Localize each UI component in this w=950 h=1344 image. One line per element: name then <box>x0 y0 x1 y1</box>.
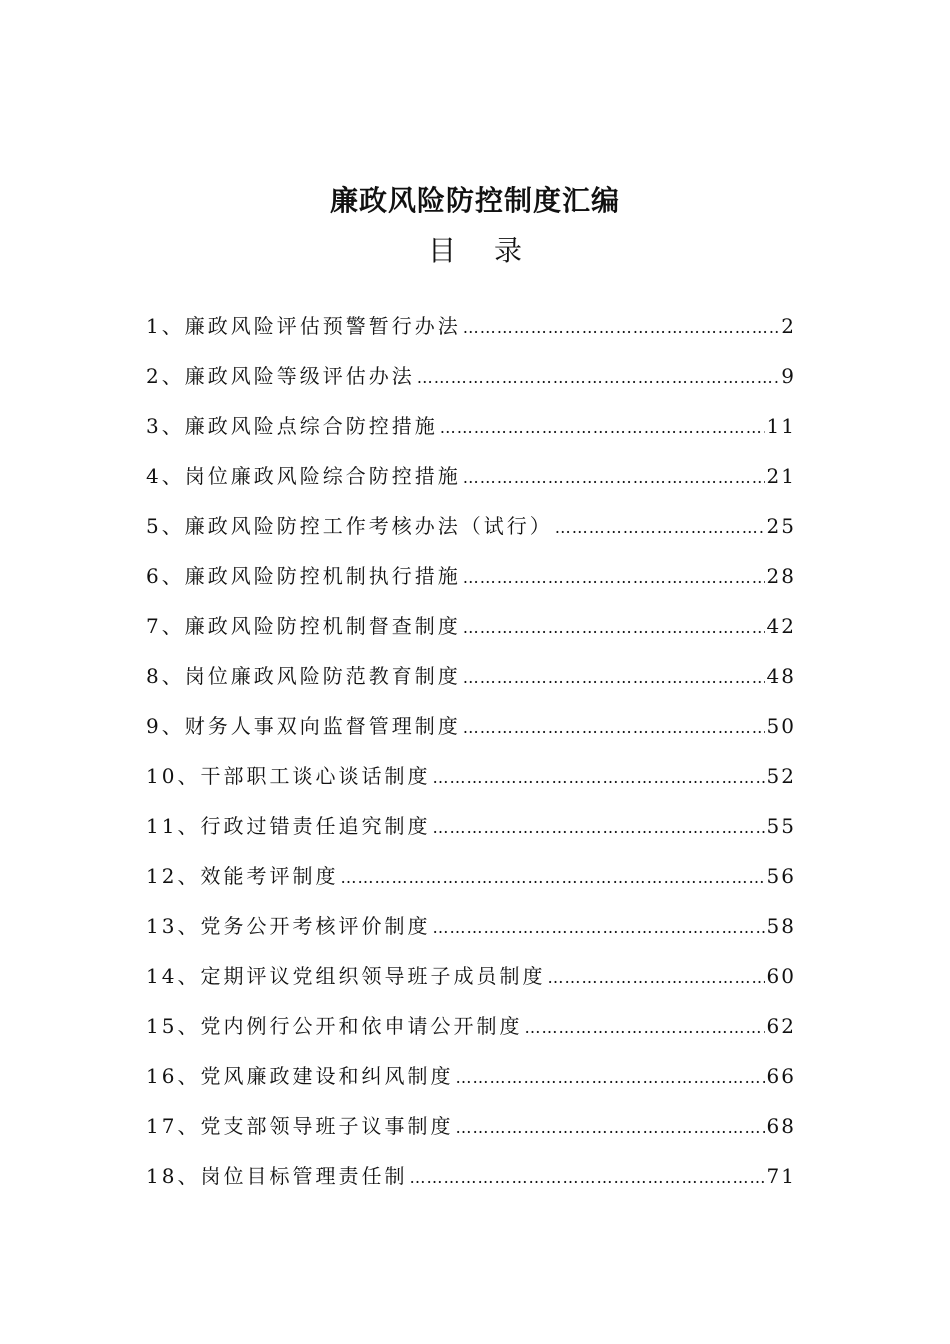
toc-leader-dots <box>463 308 780 348</box>
toc-leader-dots <box>455 1108 764 1148</box>
toc-entry-8[interactable] <box>146 656 796 706</box>
toc-entry-page: 56 <box>766 864 796 888</box>
toc-leader-dots <box>547 958 764 998</box>
toc-entry-label: 9、财务人事双向监督管理制度 <box>146 714 461 738</box>
toc-leader-dots <box>463 608 765 648</box>
toc-leader-dots <box>440 408 765 448</box>
toc-entry-label: 15、党内例行公开和依申请公开制度 <box>146 1014 523 1038</box>
toc-entry-page: 9 <box>781 364 796 388</box>
toc-leader-dots <box>340 858 764 898</box>
toc-entry-page: 66 <box>766 1064 796 1088</box>
toc-entry-2[interactable] <box>146 356 796 406</box>
toc-leader-dots <box>409 1158 764 1198</box>
toc-leader-dots <box>463 708 765 748</box>
toc-entry-page: 50 <box>766 714 796 738</box>
toc-entry-page: 60 <box>766 964 796 988</box>
toc-leader-dots <box>463 658 765 698</box>
toc-entry-15[interactable] <box>146 1006 796 1056</box>
toc-entry-label: 12、效能考评制度 <box>146 864 339 888</box>
toc-entry-16[interactable] <box>146 1056 796 1106</box>
toc-entry-9[interactable] <box>146 706 796 756</box>
toc-entry-label: 16、党风廉政建设和纠风制度 <box>146 1064 454 1088</box>
toc-entry-page: 2 <box>781 314 796 338</box>
toc-entry-17[interactable] <box>146 1106 796 1156</box>
toc-entry-11[interactable] <box>146 806 796 856</box>
toc-leader-dots <box>463 558 765 598</box>
toc-entry-13[interactable] <box>146 906 796 956</box>
toc-entry-5[interactable] <box>146 506 796 556</box>
toc-entry-label: 1、廉政风险评估预警暂行办法 <box>146 314 461 338</box>
toc-entry-label: 2、廉政风险等级评估办法 <box>146 364 415 388</box>
toc-entry-page: 11 <box>766 414 796 438</box>
toc-entry-12[interactable] <box>146 856 796 906</box>
toc-entry-3[interactable] <box>146 406 796 456</box>
toc-leader-dots <box>455 1058 764 1098</box>
toc-entry-label: 14、定期评议党组织领导班子成员制度 <box>146 964 546 988</box>
toc-leader-dots <box>432 908 764 948</box>
toc-entry-label: 6、廉政风险防控机制执行措施 <box>146 564 461 588</box>
toc-entry-label: 11、行政过错责任追究制度 <box>146 814 431 838</box>
toc-entry-label: 4、岗位廉政风险综合防控措施 <box>146 464 461 488</box>
toc-entry-page: 21 <box>766 464 796 488</box>
toc-leader-dots <box>432 808 764 848</box>
document-title: 廉政风险防控制度汇编 <box>329 184 620 217</box>
toc-leader-dots <box>524 1008 764 1048</box>
toc-entry-4[interactable] <box>146 456 796 506</box>
toc-entry-page: 52 <box>766 764 796 788</box>
toc-entry-page: 55 <box>766 814 796 838</box>
toc-entry-page: 62 <box>766 1014 796 1038</box>
toc-entry-page: 25 <box>766 514 796 538</box>
toc-entry-label: 8、岗位廉政风险防范教育制度 <box>146 664 461 688</box>
toc-entry-label: 3、廉政风险点综合防控措施 <box>146 414 438 438</box>
toc-entry-label: 5、廉政风险防控工作考核办法（试行） <box>146 514 553 538</box>
toc-entry-label: 7、廉政风险防控机制督查制度 <box>146 614 461 638</box>
toc-entry-page: 68 <box>766 1114 796 1138</box>
toc-heading: 目录 <box>427 234 560 267</box>
toc-leader-dots <box>463 458 765 498</box>
toc-entry-6[interactable] <box>146 556 796 606</box>
table-of-contents <box>146 306 796 1206</box>
toc-entry-label: 18、岗位目标管理责任制 <box>146 1164 408 1188</box>
toc-entry-label: 17、党支部领导班子议事制度 <box>146 1114 454 1138</box>
toc-entry-18[interactable] <box>146 1156 796 1206</box>
toc-entry-page: 48 <box>766 664 796 688</box>
toc-leader-dots <box>417 358 780 398</box>
toc-entry-label: 10、干部职工谈心谈话制度 <box>146 764 431 788</box>
toc-leader-dots <box>555 508 765 548</box>
toc-entry-10[interactable] <box>146 756 796 806</box>
toc-entry-7[interactable] <box>146 606 796 656</box>
toc-entry-label: 13、党务公开考核评价制度 <box>146 914 431 938</box>
toc-entry-14[interactable] <box>146 956 796 1006</box>
toc-entry-1[interactable] <box>146 306 796 356</box>
toc-entry-page: 28 <box>766 564 796 588</box>
toc-entry-page: 71 <box>766 1164 796 1188</box>
toc-entry-page: 42 <box>766 614 796 638</box>
toc-entry-page: 58 <box>766 914 796 938</box>
toc-leader-dots <box>432 758 764 798</box>
